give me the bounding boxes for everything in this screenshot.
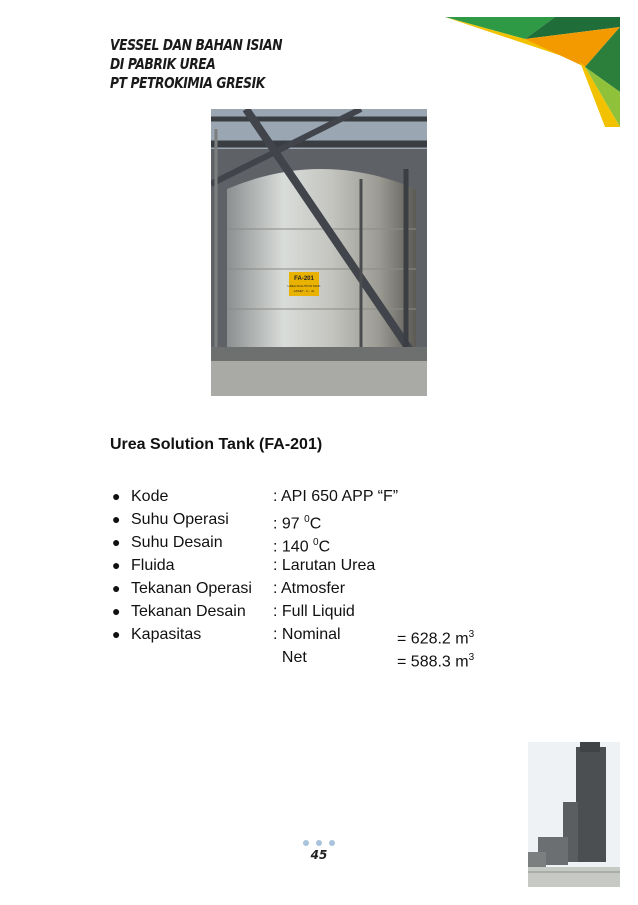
spec-label: Suhu Operasi — [131, 511, 229, 528]
spec-value: : API 650 APP “F” — [273, 488, 399, 505]
spec-label: Kode — [131, 488, 169, 505]
spec-label: Suhu Desain — [131, 534, 223, 551]
unit-text: C — [318, 538, 331, 556]
page-dots-decoration — [302, 839, 336, 847]
degree-superscript: 0 — [304, 514, 310, 525]
bullet-icon: ● — [112, 534, 121, 550]
list-item — [110, 486, 530, 509]
capacity-nominal-number: = 628.2 m — [397, 630, 469, 648]
list-item — [110, 601, 530, 624]
capacity-net-text: Net — [281, 649, 307, 666]
spec-value-number: : 140 — [273, 538, 314, 556]
spec-label: Kapasitas — [131, 626, 202, 643]
header-line-2: DI PABRIK UREA — [110, 55, 216, 73]
cubic-superscript: 3 — [468, 629, 475, 640]
spec-value: : Atmosfer — [273, 580, 346, 597]
list-item — [110, 647, 530, 670]
section-title: Urea Solution Tank (FA-201) — [110, 436, 323, 453]
list-item — [110, 555, 530, 578]
spec-label: Tekanan Operasi — [131, 580, 252, 597]
capacity-nominal-value — [397, 624, 474, 649]
capacity-net-number: = 588.3 m — [397, 653, 469, 671]
spec-value-number: : 97 — [273, 515, 305, 533]
degree-superscript: 0 — [313, 537, 319, 548]
capacity-net-label — [273, 647, 307, 668]
tank-tag-name: UREA SOLUTION TANK — [287, 284, 321, 288]
tank-photo — [211, 109, 427, 396]
spec-value — [273, 532, 330, 557]
plant-thumbnail — [528, 742, 620, 887]
page-number: 45 — [310, 848, 328, 862]
bullet-icon: ● — [112, 488, 121, 504]
spec-value: : Full Liquid — [273, 603, 355, 620]
bullet-icon: ● — [112, 626, 121, 642]
list-item — [110, 532, 530, 555]
corner-decoration — [445, 17, 620, 127]
document-header — [110, 36, 323, 93]
header-line-1: VESSEL DAN BAHAN ISIAN — [110, 36, 283, 54]
list-item — [110, 624, 530, 647]
bullet-icon: ● — [112, 557, 121, 573]
capacity-net-value — [397, 647, 474, 672]
cubic-superscript: 3 — [468, 652, 475, 663]
tank-tag-asset: ASSET - U - 41 — [293, 289, 315, 293]
list-item — [110, 509, 530, 532]
spec-value: : Larutan Urea — [273, 557, 376, 574]
unit-text: C — [309, 515, 322, 533]
spec-list — [110, 486, 530, 670]
tank-tag-code: FA-201 — [294, 276, 314, 282]
header-line-3: PT PETROKIMIA GRESIK — [110, 74, 265, 92]
bullet-icon: ● — [112, 511, 121, 527]
spec-value — [273, 509, 321, 534]
bullet-icon: ● — [112, 580, 121, 596]
capacity-nominal-label: : Nominal — [273, 626, 341, 643]
bullet-icon: ● — [112, 603, 121, 619]
spec-label: Tekanan Desain — [131, 603, 246, 620]
spec-label: Fluida — [131, 557, 175, 574]
list-item — [110, 578, 530, 601]
